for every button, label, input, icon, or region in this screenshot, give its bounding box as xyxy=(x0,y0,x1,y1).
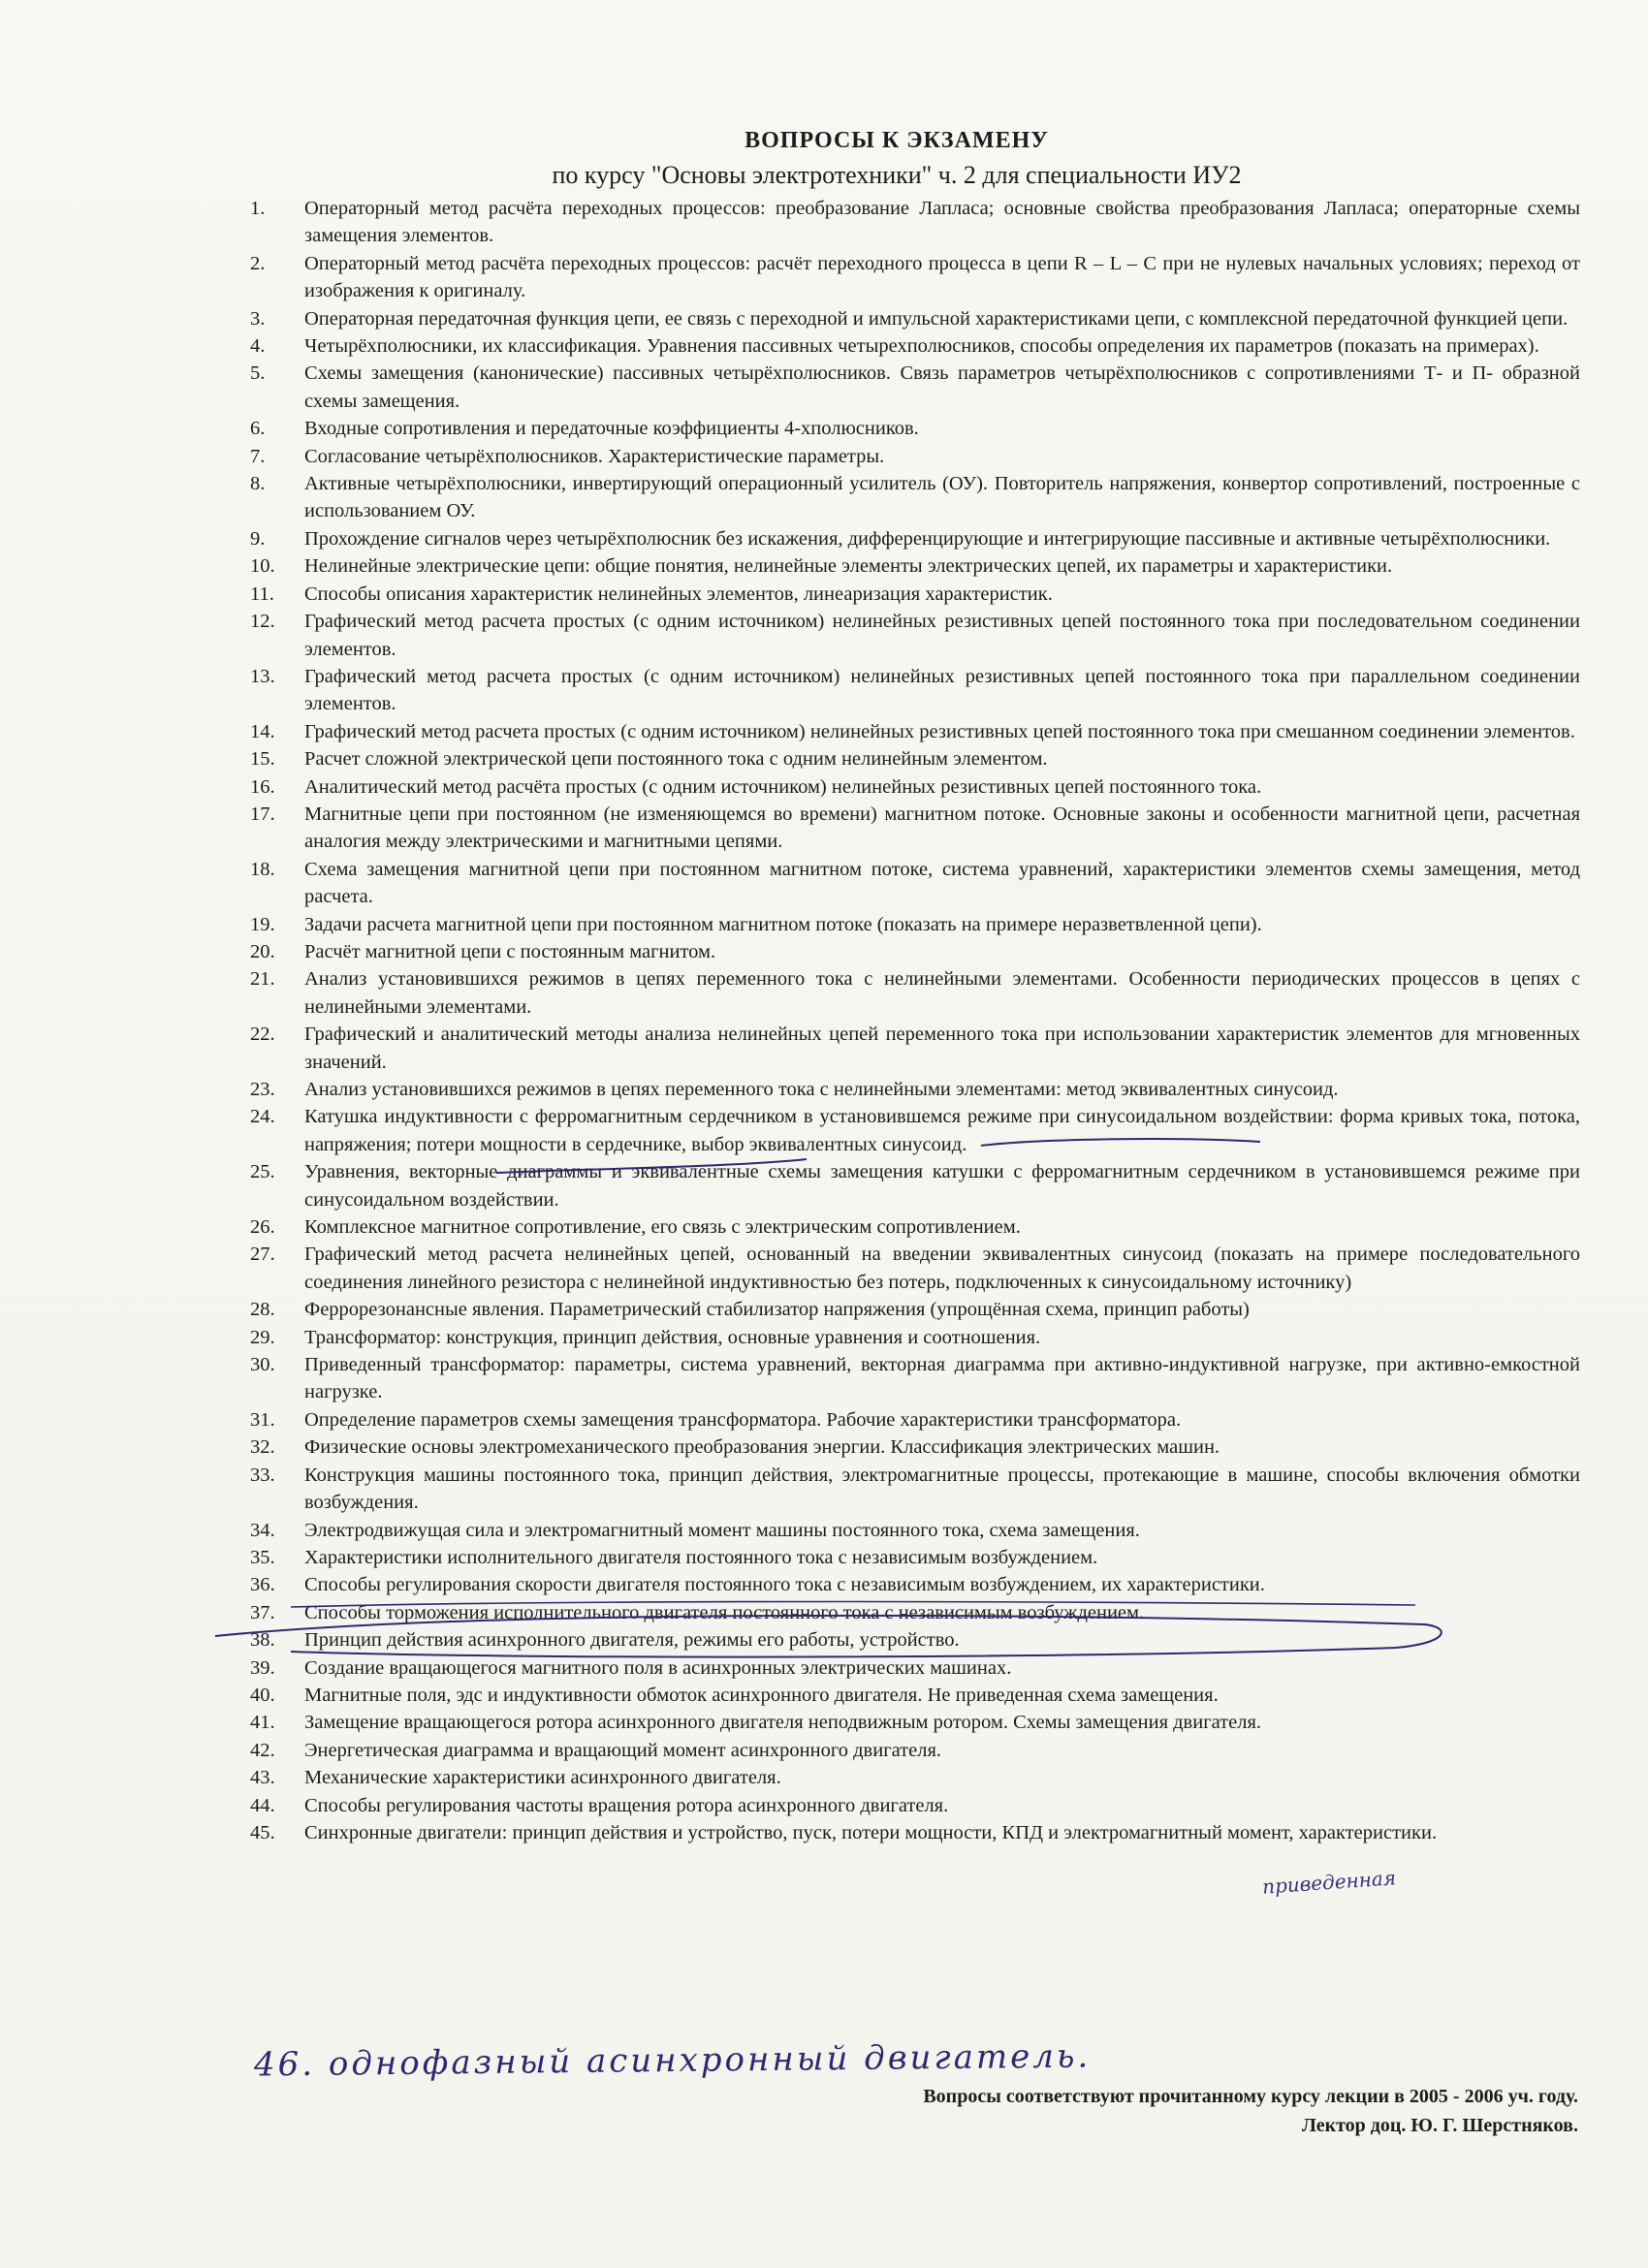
question-text: Анализ установившихся режимов в цепях переменного тока с нелинейными элементами. Особенности периодических процессов в цепях с нелинейными элементами. xyxy=(304,968,1580,1018)
question-item xyxy=(250,1462,1580,1517)
question-text: Способы регулирования скорости двигателя постоянного тока с независимым возбуждением, их характеристики. xyxy=(304,1574,1265,1596)
question-number: 8. xyxy=(250,473,266,495)
question-number: 27. xyxy=(250,1244,275,1266)
question-list xyxy=(250,195,1580,1846)
question-item xyxy=(250,1709,1580,1736)
question-text: Уравнения, векторные диаграммы и эквивалентные схемы замещения катушки с ферромагнитным сердечником в установившемся режиме при синусоидальном воздействии. xyxy=(304,1161,1580,1211)
question-number: 3. xyxy=(250,307,266,330)
question-text: Принцип действия асинхронного двигателя, режимы его работы, устройство. xyxy=(304,1629,960,1652)
question-text: Энергетическая диаграмма и вращающий момент асинхронного двигателя. xyxy=(304,1739,942,1761)
handwritten-question-46: 46. однофазный асинхронный двигатель. xyxy=(253,2036,1092,2085)
question-item xyxy=(250,1544,1580,1571)
question-item xyxy=(250,250,1580,305)
question-number: 40. xyxy=(250,1684,275,1706)
question-text: Создание вращающегося магнитного поля в асинхронных электрических машинах. xyxy=(304,1656,1012,1679)
question-number: 2. xyxy=(250,252,266,274)
question-item xyxy=(250,1406,1580,1433)
question-number: 32. xyxy=(250,1436,275,1459)
footer-lecturer: Лектор доц. Ю. Г. Шерстняков. xyxy=(1301,2115,1578,2136)
question-text: Операторная передаточная функция цепи, ее связь с переходной и импульсной характеристиками цепи, с комплексной передаточной функцией цепи. xyxy=(304,307,1569,330)
question-number: 10. xyxy=(250,555,275,578)
question-item xyxy=(250,608,1580,663)
question-text: Трансформатор: конструкция, принцип действия, основные уравнения и соотношения. xyxy=(304,1326,1041,1348)
question-number: 15. xyxy=(250,748,275,771)
question-number: 12. xyxy=(250,611,275,633)
question-item xyxy=(250,1324,1580,1351)
question-text: Способы описания характеристик нелинейных элементов, линеаризация характеристик. xyxy=(304,583,1053,605)
question-item xyxy=(250,1517,1580,1544)
question-text: Операторный метод расчёта переходных процессов: преобразование Лапласа; основные свойства преобразования Лапласа; операторные схемы замещения элементов. xyxy=(304,198,1580,247)
question-item xyxy=(250,663,1580,718)
question-item xyxy=(250,1654,1580,1682)
question-text: Магнитные поля, эдс и индуктивности обмоток асинхронного двигателя. Не приведенная схема замещения. xyxy=(304,1684,1219,1706)
question-number: 24. xyxy=(250,1106,275,1128)
question-number: 17. xyxy=(250,803,275,825)
question-item xyxy=(250,470,1580,525)
question-item xyxy=(250,552,1580,580)
question-number: 25. xyxy=(250,1161,275,1183)
question-text: Расчёт магнитной цепи с постоянным магнитом. xyxy=(304,940,716,962)
question-item xyxy=(250,332,1580,360)
question-text: Расчет сложной электрической цепи постоянного тока с одним нелинейным элементом. xyxy=(304,748,1048,771)
question-number: 30. xyxy=(250,1354,275,1376)
question-text: Графический метод расчета простых (с одним источником) нелинейных резистивных цепей постоянного тока при последовательном соединении элементов. xyxy=(304,611,1580,660)
question-text: Схема замещения магнитной цепи при постоянном магнитном потоке, система уравнений, характеристики элементов схемы замещения, метод расчета. xyxy=(304,858,1580,908)
question-number: 44. xyxy=(250,1794,275,1816)
question-item xyxy=(250,1682,1580,1709)
question-text: Способы регулирования частоты вращения ротора асинхронного двигателя. xyxy=(304,1794,949,1816)
question-item xyxy=(250,1021,1580,1076)
question-number: 42. xyxy=(250,1739,275,1761)
question-item xyxy=(250,801,1580,856)
question-number: 16. xyxy=(250,775,275,798)
question-text: Входные сопротивления и передаточные коэффициенты 4-хполюсников. xyxy=(304,418,919,440)
question-number: 36. xyxy=(250,1574,275,1596)
question-number: 39. xyxy=(250,1656,275,1679)
question-item xyxy=(250,195,1580,250)
question-item xyxy=(250,938,1580,965)
question-number: 11. xyxy=(250,583,274,605)
question-item xyxy=(250,745,1580,772)
question-text: Физические основы электромеханического преобразования энергии. Классификация электрических машин. xyxy=(304,1436,1220,1459)
question-item xyxy=(250,1103,1580,1158)
question-text: Комплексное магнитное сопротивление, его связь с электрическим сопротивлением. xyxy=(304,1216,1021,1239)
question-number: 1. xyxy=(250,198,266,219)
question-text: Схемы замещения (канонические) пассивных четырёхполюсников. Связь параметров четырёхполюсников с сопротивлениями Т- и П- образной схемы замещения. xyxy=(304,362,1580,412)
question-item xyxy=(250,1433,1580,1461)
question-text: Анализ установившихся режимов в цепях переменного тока с нелинейными элементами: метод эквивалентных синусоид. xyxy=(304,1079,1339,1100)
question-number: 18. xyxy=(250,858,275,880)
question-number: 19. xyxy=(250,913,275,935)
question-text: Определение параметров схемы замещения трансформатора. Рабочие характеристики трансформатора. xyxy=(304,1408,1182,1431)
question-text: Нелинейные электрические цепи: общие понятия, нелинейные элементы электрических цепей, их параметры и характеристики. xyxy=(304,555,1393,578)
question-item xyxy=(250,1351,1580,1406)
question-text: Синхронные двигатели: принцип действия и устройство, пуск, потери мощности, КПД и электромагнитный момент, характеристики. xyxy=(304,1821,1438,1843)
question-number: 33. xyxy=(250,1464,275,1486)
question-text: Задачи расчета магнитной цепи при постоянном магнитном потоке (показать на примере неразветвленной цепи). xyxy=(304,913,1262,935)
question-number: 43. xyxy=(250,1767,275,1789)
footer-course-note: Вопросы соответствуют прочитанному курсу лекции в 2005 - 2006 уч. году. xyxy=(923,2086,1578,2107)
question-text: Характеристики исполнительного двигателя постоянного тока с независимым возбуждением. xyxy=(304,1546,1098,1568)
question-text: Приведенный трансформатор: параметры, система уравнений, векторная диаграмма при активно-индуктивной нагрузке, при активно-емкостной нагрузке. xyxy=(304,1354,1580,1403)
question-item xyxy=(250,1571,1580,1598)
question-number: 13. xyxy=(250,665,275,687)
question-number: 35. xyxy=(250,1546,275,1568)
question-text: Конструкция машины постоянного тока, принцип действия, электромагнитные процессы, протекающие в машине, способы включения обмотки возбуждения. xyxy=(304,1464,1580,1514)
question-number: 38. xyxy=(250,1629,275,1652)
question-number: 23. xyxy=(250,1079,275,1100)
question-item xyxy=(250,443,1580,470)
question-text: Механические характеристики асинхронного двигателя. xyxy=(304,1767,781,1789)
question-number: 4. xyxy=(250,335,266,358)
question-text: Катушка индуктивности с ферромагнитным сердечником в установившемся режиме при синусоидальном воздействии: форма кривых тока, потока, напряжения; потери мощности в сердечнике, выбор эквивалентных синусоид. xyxy=(304,1106,1580,1155)
question-item xyxy=(250,1764,1580,1791)
question-text: Согласование четырёхполюсников. Характеристические параметры. xyxy=(304,445,885,467)
question-number: 22. xyxy=(250,1024,275,1046)
question-text: Графический метод расчета простых (с одним источником) нелинейных резистивных цепей постоянного тока при параллельном соединении элементов. xyxy=(304,665,1580,715)
question-text: Операторный метод расчёта переходных процессов: расчёт переходного процесса в цепи R – L – C при не нулевых начальных условиях; переход от изображения к оригиналу. xyxy=(304,252,1580,302)
question-number: 5. xyxy=(250,362,266,385)
question-item xyxy=(250,1599,1580,1626)
question-item xyxy=(250,525,1580,552)
question-number: 6. xyxy=(250,418,266,440)
question-item xyxy=(250,965,1580,1021)
question-text: Графический и аналитический методы анализа нелинейных цепей переменного тока при использовании характеристик элементов для мгновенных значений. xyxy=(304,1024,1580,1073)
question-number: 29. xyxy=(250,1326,275,1348)
question-text: Графический метод расчета нелинейных цепей, основанный на введении эквивалентных синусоид (показать на примере последовательного соединения линейного резистора с нелинейной индуктивностью без потерь, подключенных к синусоидальному источнику) xyxy=(304,1244,1580,1293)
question-number: 41. xyxy=(250,1712,275,1734)
question-number: 34. xyxy=(250,1519,275,1541)
question-text: Аналитический метод расчёта простых (с одним источником) нелинейных резистивных цепей постоянного тока. xyxy=(304,775,1262,798)
question-text: Прохождение сигналов через четырёхполюсник без искажения, дифференцирующие и интегрирующие пассивные и активные четырёхполюсники. xyxy=(304,527,1551,550)
question-item xyxy=(250,856,1580,911)
question-item xyxy=(250,415,1580,442)
handwritten-note: приведенная xyxy=(1261,1866,1397,1899)
question-item xyxy=(250,1737,1580,1764)
question-number: 9. xyxy=(250,527,266,550)
question-item xyxy=(250,911,1580,938)
question-item xyxy=(250,1158,1580,1213)
question-text: Электродвижущая сила и электромагнитный момент машины постоянного тока, схема замещения. xyxy=(304,1519,1140,1541)
question-number: 26. xyxy=(250,1216,275,1239)
question-item xyxy=(250,1792,1580,1819)
question-number: 45. xyxy=(250,1821,275,1843)
question-text: Способы торможения исполнительного двигателя постоянного тока с независимым возбуждением. xyxy=(304,1601,1145,1623)
question-number: 20. xyxy=(250,940,275,962)
question-number: 14. xyxy=(250,720,275,742)
question-item xyxy=(250,1213,1580,1241)
question-item xyxy=(250,360,1580,415)
page-title: ВОПРОСЫ К ЭКЗАМЕНУ xyxy=(745,128,1049,153)
question-item xyxy=(250,1819,1580,1846)
question-number: 31. xyxy=(250,1408,275,1431)
question-text: Четырёхполюсники, их классификация. Уравнения пассивных четырехполюсников, способы определения их параметров (показать на примерах). xyxy=(304,335,1539,358)
question-number: 28. xyxy=(250,1299,275,1321)
question-item xyxy=(250,773,1580,801)
question-number: 37. xyxy=(250,1601,275,1623)
question-item xyxy=(250,581,1580,608)
question-item xyxy=(250,1241,1580,1296)
question-number: 7. xyxy=(250,445,266,467)
question-item xyxy=(250,1076,1580,1103)
page-subtitle: по курсу "Основы электротехники" ч. 2 для специальности ИУ2 xyxy=(552,161,1242,189)
question-item xyxy=(250,1626,1580,1654)
question-item xyxy=(250,718,1580,745)
question-text: Графический метод расчета простых (с одним источником) нелинейных резистивных цепей постоянного тока при смешанном соединении элементов. xyxy=(304,720,1575,742)
question-text: Активные четырёхполюсники, инвертирующий операционный усилитель (ОУ). Повторитель напряжения, конвертор сопротивлений, построенные с использованием ОУ. xyxy=(304,473,1580,522)
question-text: Магнитные цепи при постоянном (не изменяющемся во времени) магнитном потоке. Основные законы и особенности магнитной цепи, расчетная аналогия между электрическими и магнитными цепями. xyxy=(304,803,1580,853)
question-text: Феррорезонансные явления. Параметрический стабилизатор напряжения (упрощённая схема, принцип работы) xyxy=(304,1299,1250,1321)
question-item xyxy=(250,305,1580,332)
question-item xyxy=(250,1296,1580,1323)
question-text: Замещение вращающегося ротора асинхронного двигателя неподвижным ротором. Схемы замещения двигателя. xyxy=(304,1712,1262,1734)
question-number: 21. xyxy=(250,968,275,991)
